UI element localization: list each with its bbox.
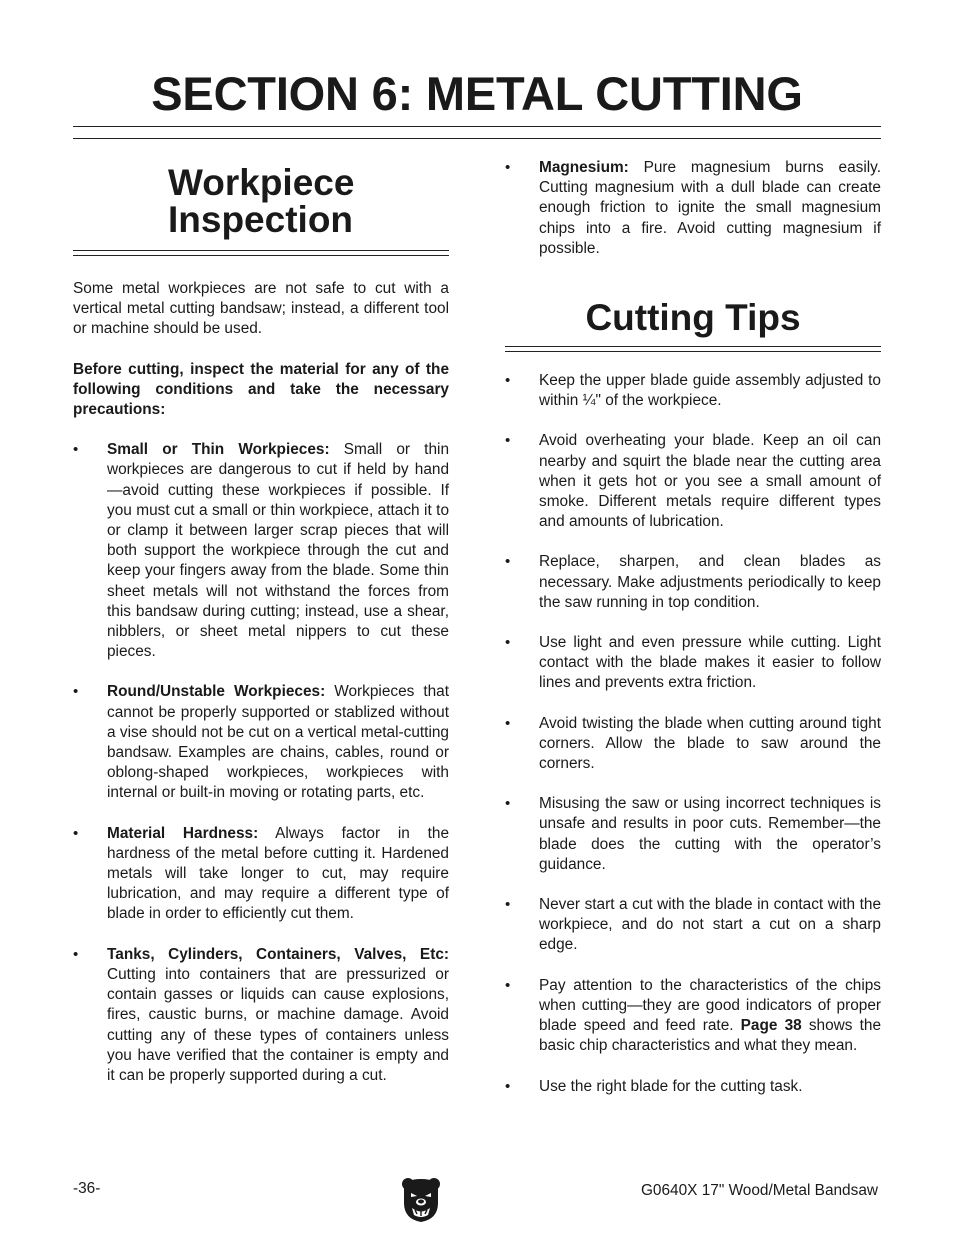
list-item: • Small or Thin Workpieces: Small or thin workpieces are dangerous to cut if held by hand—avoid cutting these workpieces if possible. If you must cut a small or thin workpiece, attach it to or clamp it between larger scrap pieces that will both support the workpiece through the cut and keep your fingers away from the blade. Some thin sheet metals will not withstand the forces from this bandsaw during cutting; instead, use a shear, nibblers, or sheet metal nippers to cut these pieces. bbox=[73, 441, 449, 661]
left-column bbox=[73, 160, 449, 1086]
list-item: • Magnesium: Pure magnesium burns easily. Cutting magnesium with a dull blade can create enough friction to ignite the small magnesium chips into a fire. Avoid cutting magnesium if possible. bbox=[505, 159, 881, 257]
list-item: • Round/Unstable Workpieces: Workpieces that cannot be properly supported or stablized without a vise should not be cut on a vertical metal-cutting bandsaw. Examples are chains, cables, round or oblong-shaped workpieces, workpieces with internal or built-in moving or rotating parts, etc. bbox=[73, 683, 450, 802]
bullet: • bbox=[73, 945, 79, 963]
list-item: • Material Hardness: Always factor in the hardness of the metal before cutting it. Hardened metals will take longer to cut, may require lubrication, and may require a different type of blade in order to efficiently cut them. bbox=[73, 824, 449, 923]
heading-rule bbox=[73, 250, 449, 256]
bullet: • bbox=[505, 432, 511, 450]
bullet: • bbox=[73, 683, 79, 701]
list-item: • Keep the upper blade guide assembly adjusted to within ¼" of the workpiece. bbox=[505, 372, 881, 410]
bullet: • bbox=[73, 441, 79, 459]
bullet: • bbox=[505, 372, 511, 390]
list-item: • Replace, sharpen, and clean blades as necessary. Make adjustments periodically to keep the saw running in top condition. bbox=[505, 553, 881, 611]
magnesium-list bbox=[505, 158, 881, 259]
heading-rule bbox=[505, 346, 881, 352]
precaution-list bbox=[73, 440, 449, 1086]
bullet: • bbox=[505, 976, 511, 994]
title-rule-bottom bbox=[73, 138, 881, 139]
bullet: • bbox=[505, 553, 511, 571]
grizzly-bear-logo-icon bbox=[400, 1175, 442, 1223]
bullet: • bbox=[505, 634, 511, 652]
list-item: • Pay attention to the characteristics of the chips when cutting—they are good indicators of proper blade speed and feed rate. Page 38 shows the basic chip characteristics and what they mean. bbox=[505, 976, 881, 1055]
cutting-tips-list bbox=[505, 371, 881, 1097]
bullet: • bbox=[505, 795, 511, 813]
bullet: • bbox=[505, 159, 511, 176]
list-item: • Use the right blade for the cutting task. bbox=[505, 1077, 881, 1097]
heading-line-2: Inspection bbox=[168, 199, 354, 240]
heading-line-1: Workpiece bbox=[168, 162, 355, 203]
instruction-paragraph: Before cutting, inspect the material for any of the following conditions and take the necessary precautions: bbox=[73, 360, 449, 419]
model-name: G0640X 17" Wood/Metal Bandsaw bbox=[640, 1182, 878, 1199]
list-item: • Avoid twisting the blade when cutting around tight corners. Allow the blade to saw around the corners. bbox=[505, 714, 881, 773]
list-item: • Never start a cut with the blade in contact with the workpiece, and do not start a cut on a sharp edge. bbox=[505, 896, 881, 954]
title-rule-top bbox=[73, 126, 881, 127]
bullet: • bbox=[505, 896, 511, 914]
bullet: • bbox=[73, 824, 79, 842]
cutting-tips-heading: Cutting Tips bbox=[585, 297, 801, 339]
bullet: • bbox=[505, 1077, 511, 1095]
list-item: • Avoid overheating your blade. Keep an oil can nearby and squirt the blade near the cutting area when it gets hot or you see a small amount of smoke. Different metals require different types and amounts of lubrication. bbox=[505, 432, 881, 531]
list-item: • Misusing the saw or using incorrect techniques is unsafe and results in poor cuts. Remember—the blade does the cutting with the operator’s guidance. bbox=[505, 795, 881, 873]
page-title: SECTION 6: METAL CUTTING bbox=[151, 67, 803, 120]
right-column bbox=[505, 158, 881, 1097]
intro-paragraph: Some metal workpieces are not safe to cut with a vertical metal cutting bandsaw; instead, a different tool or machine should be used. bbox=[73, 280, 449, 338]
list-item: • Use light and even pressure while cutting. Light contact with the blade makes it easier to follow lines and prevents extra friction. bbox=[505, 634, 881, 692]
page-reference-link[interactable]: Page 38 bbox=[740, 1017, 802, 1035]
page-number: -36- bbox=[73, 1180, 101, 1197]
list-item: • Tanks, Cylinders, Containers, Valves, Etc: Cutting into containers that are pressurized or contain gasses or liquids can cause explosions, fires, caustic burns, or machine damage. Avoid cutting any of these types of containers unless you have verified that the container is empty and it can be properly supported during a cut. bbox=[73, 945, 449, 1084]
bullet: • bbox=[505, 714, 511, 732]
workpiece-inspection-heading bbox=[73, 160, 449, 238]
